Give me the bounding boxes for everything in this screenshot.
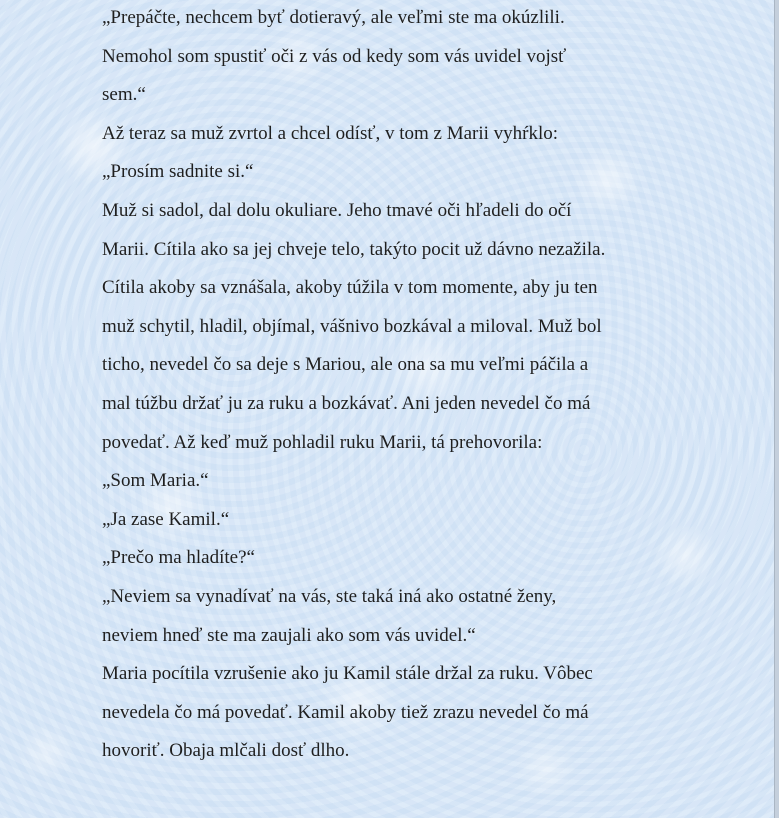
text-line: Až teraz sa muž zvrtol a chcel odísť, v tom z Marii vyhŕklo: xyxy=(102,122,559,144)
text-line: povedať. Až keď muž pohladil ruku Marii, tá prehovorila: xyxy=(102,431,543,453)
text-line: Maria pocítila vzrušenie ako ju Kamil stále držal za ruku. Vôbec xyxy=(102,663,593,685)
text-line: Muž si sadol, dal dolu okuliare. Jeho tmavé oči hľadeli do očí xyxy=(102,199,572,221)
text-line: Cítila akoby sa vznášala, akoby túžila v tom momente, aby ju ten xyxy=(102,277,598,299)
text-line: neviem hneď ste ma zaujali ako som vás uvidel.“ xyxy=(102,624,476,646)
text-line: „Som Maria.“ xyxy=(102,470,209,492)
text-line: ticho, nevedel čo sa deje s Mariou, ale ona sa mu veľmi páčila a xyxy=(102,354,589,376)
text-line: „Prosím sadnite si.“ xyxy=(102,161,254,183)
text-line: „Prepáčte, nechcem byť dotieravý, ale veľmi ste ma okúzlili. xyxy=(102,7,565,28)
text-line: mal túžbu držať ju za ruku a bozkávať. Ani jeden nevedel čo má xyxy=(102,392,591,414)
window-edge xyxy=(774,0,779,818)
text-line: nevedela čo má povedať. Kamil akoby tiež zrazu nevedel čo má xyxy=(102,701,589,723)
text-line: „Prečo ma hladíte?“ xyxy=(102,547,255,569)
story-text xyxy=(102,4,702,776)
text-line: Marii. Cítila ako sa jej chveje telo, takýto pocit už dávno nezažila. xyxy=(102,238,606,260)
text-line: Nemohol som spustiť oči z vás od kedy som vás uvidel vojsť xyxy=(102,45,567,67)
text-line: „Ja zase Kamil.“ xyxy=(102,508,230,530)
text-line: hovoriť. Obaja mlčali dosť dlho. xyxy=(102,740,350,762)
text-line: „Neviem sa vynadívať na vás, ste taká iná ako ostatné ženy, xyxy=(102,585,557,607)
text-line: muž schytil, hladil, objímal, vášnivo bozkával a miloval. Muž bol xyxy=(102,315,602,337)
text-line: sem.“ xyxy=(102,84,146,106)
